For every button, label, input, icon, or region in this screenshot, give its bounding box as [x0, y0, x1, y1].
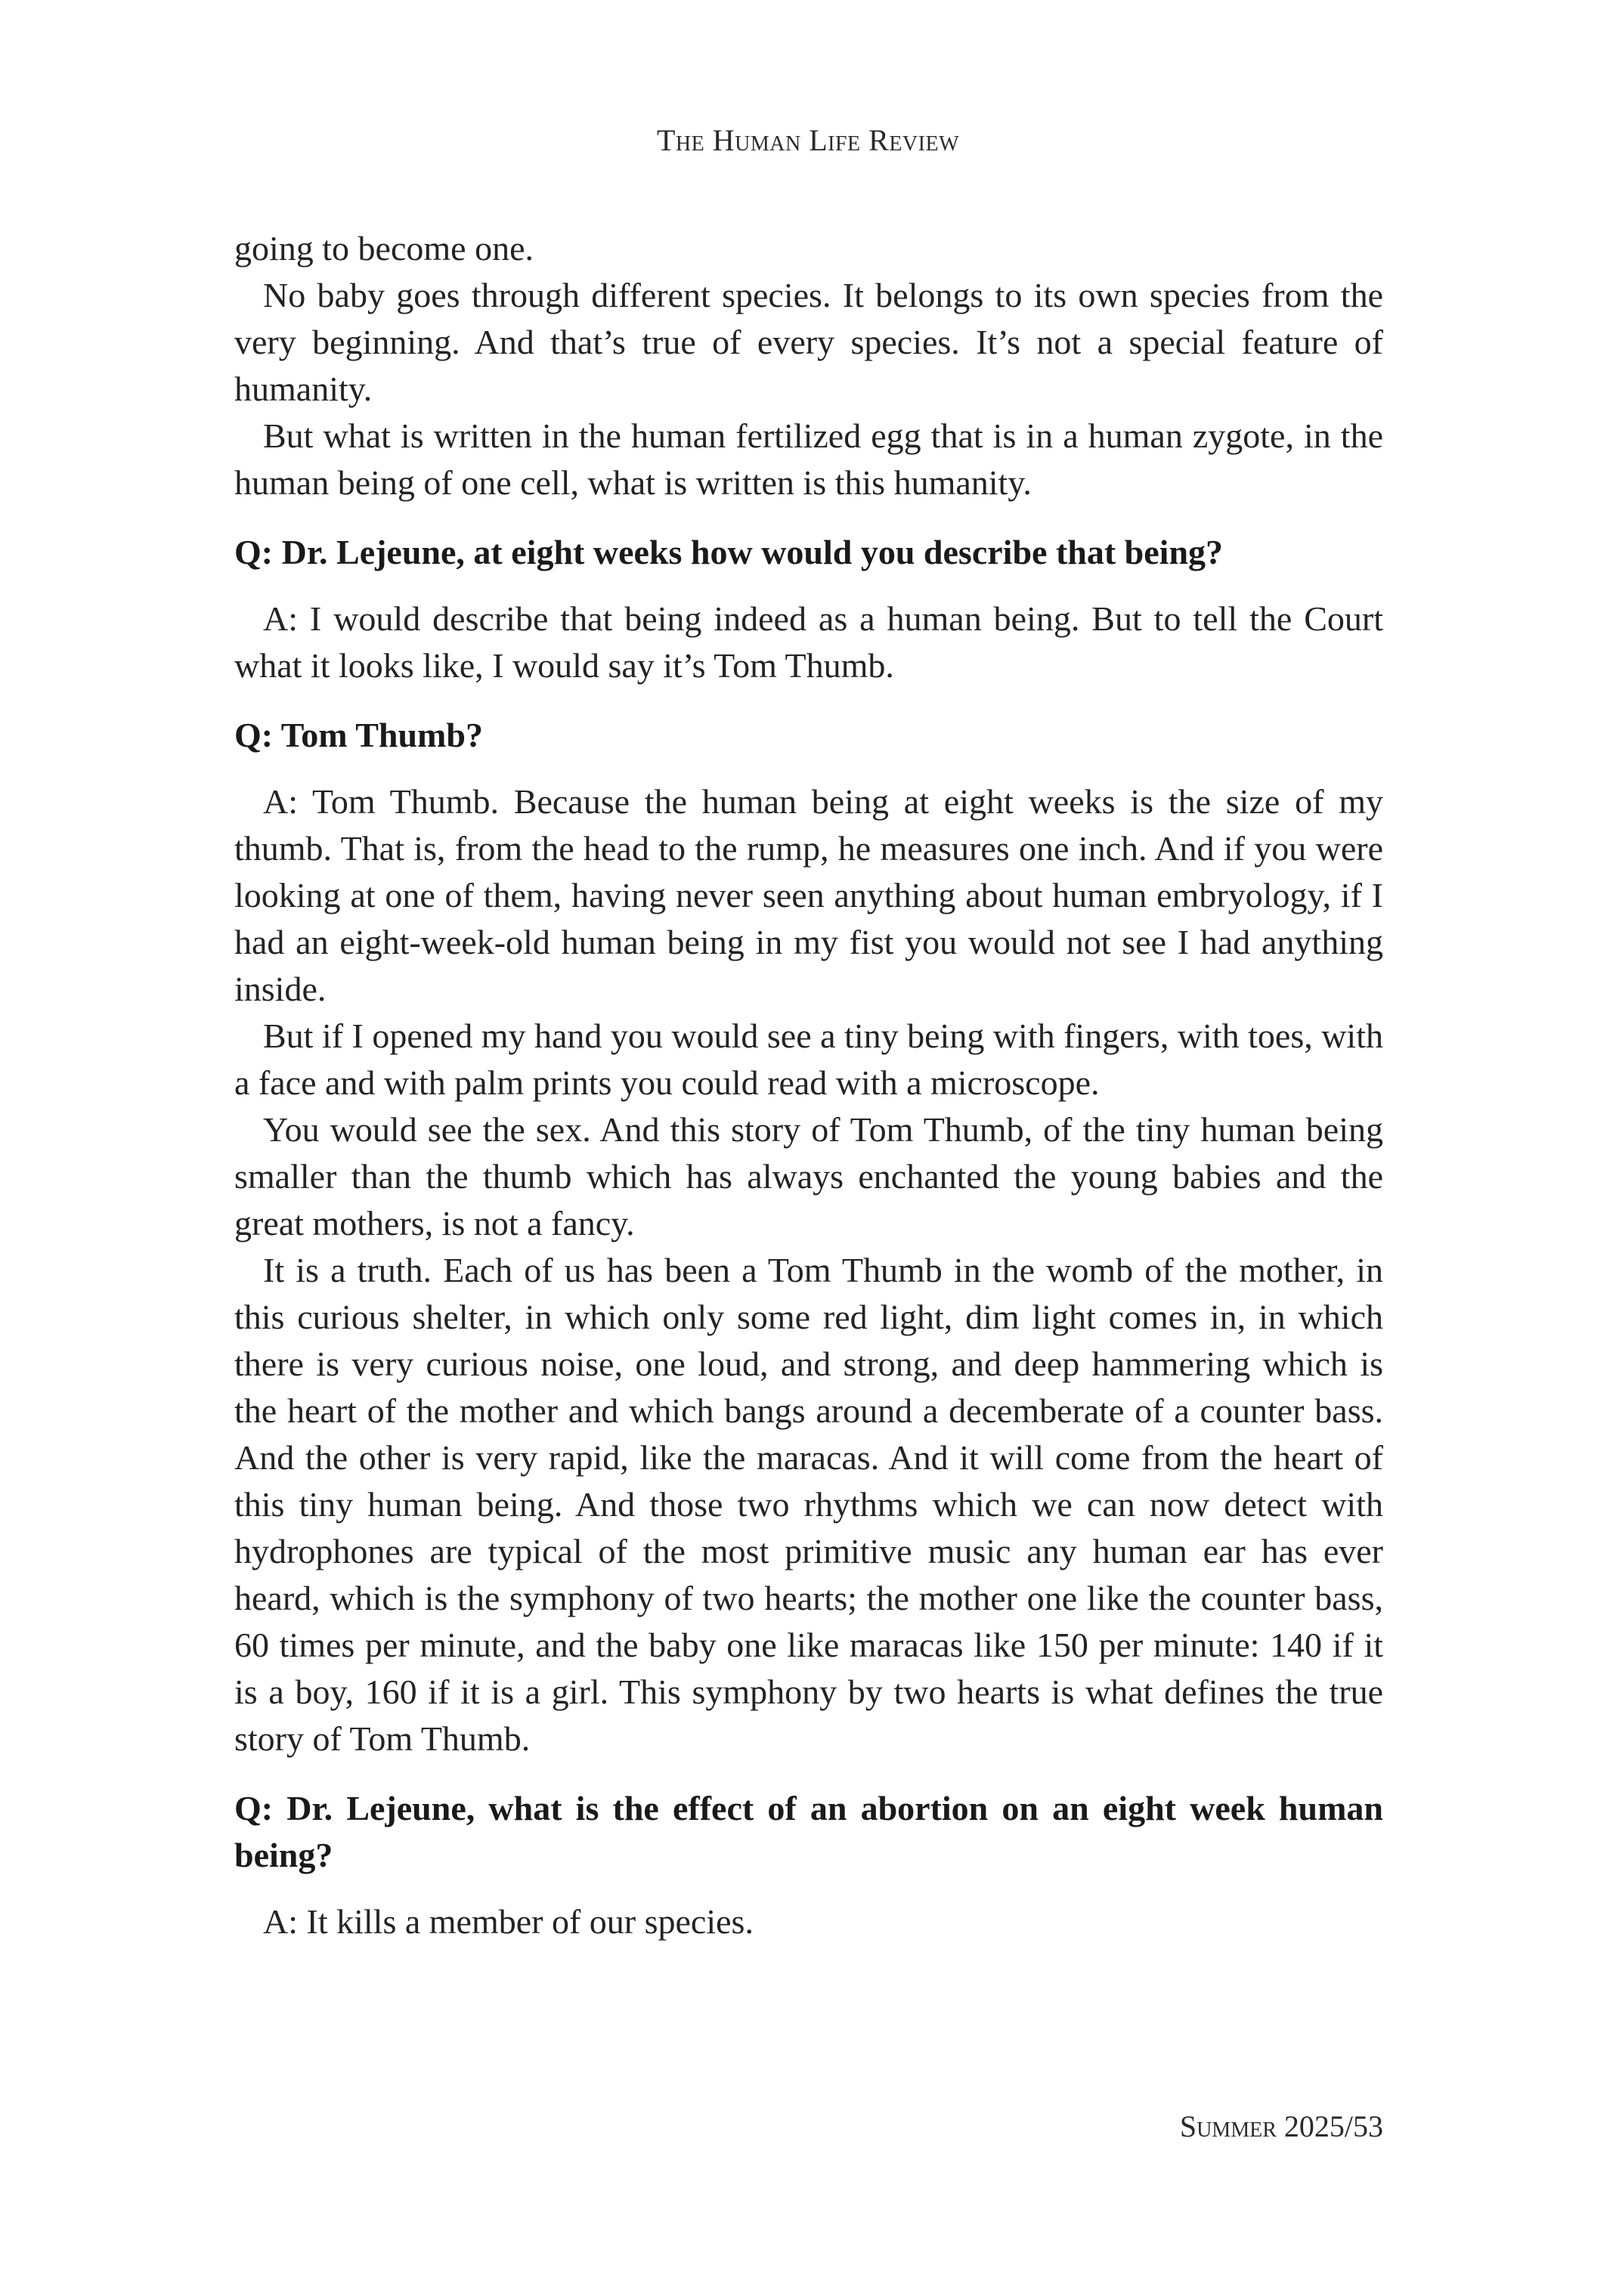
paragraph: You would see the sex. And this story of Tom Thumb, of the tiny human being smaller than the thumb which has always enchanted the young babies and the great mothers, is not a fancy. [234, 1110, 1383, 1242]
question-heading: Q: Dr. Lejeune, at eight weeks how would you describe that being? [234, 533, 1224, 571]
answer-paragraph: A: Tom Thumb. Because the human being at eight weeks is the size of my thumb. That is, from the head to the rump, he measures one inch. And if you were looking at one of them, having never seen anything about human embryology, if I had an eight-week-old human being in my fist you would not see I had anything inside. [234, 782, 1383, 1008]
paragraph: No baby goes through different species. It belongs to its own species from the very beginning. And that’s true of every species. It’s not a special feature of humanity. [234, 276, 1383, 408]
paragraph: But what is written in the human fertilized egg that is in a human zygote, in the human being of one cell, what is written is this humanity. [234, 416, 1383, 502]
paragraph-continuation: going to become one. [234, 229, 534, 268]
article-body [234, 225, 1383, 1945]
paragraph: But if I opened my hand you would see a tiny being with fingers, with toes, with a face and with palm prints you could read with a microscope. [234, 1016, 1383, 1102]
paragraph: It is a truth. Each of us has been a Tom Thumb in the womb of the mother, in this curious shelter, in which only some red light, dim light comes in, in which there is very curious noise, one loud, and strong, and deep hammering which is the heart of the mother and which bangs around a decemberate of a counter bass. And the other is very rapid, like the maracas. And it will come from the heart of this tiny human being. And those two rhythms which we can now detect with hydrophones are typical of the most primitive music any human ear has ever heard, which is the symphony of two hearts; the mother one like the counter bass, 60 times per minute, and the baby one like maracas like 150 per minute: 140 if it is a boy, 160 if it is a girl. This symphony by two hearts is what defines the true story of Tom Thumb. [234, 1251, 1383, 1758]
question-heading: Q: Tom Thumb? [234, 716, 483, 754]
question-heading: Q: Dr. Lejeune, what is the effect of an abortion on an eight week human being? [234, 1789, 1383, 1874]
page-folio: Summer 2025/53 [1179, 2109, 1383, 2143]
answer-paragraph: A: It kills a member of our species. [263, 1902, 754, 1941]
answer-paragraph: A: I would describe that being indeed as a human being. But to tell the Court what it looks like, I would say it’s Tom Thumb. [234, 599, 1383, 685]
running-head: The Human Life Review [657, 123, 959, 157]
